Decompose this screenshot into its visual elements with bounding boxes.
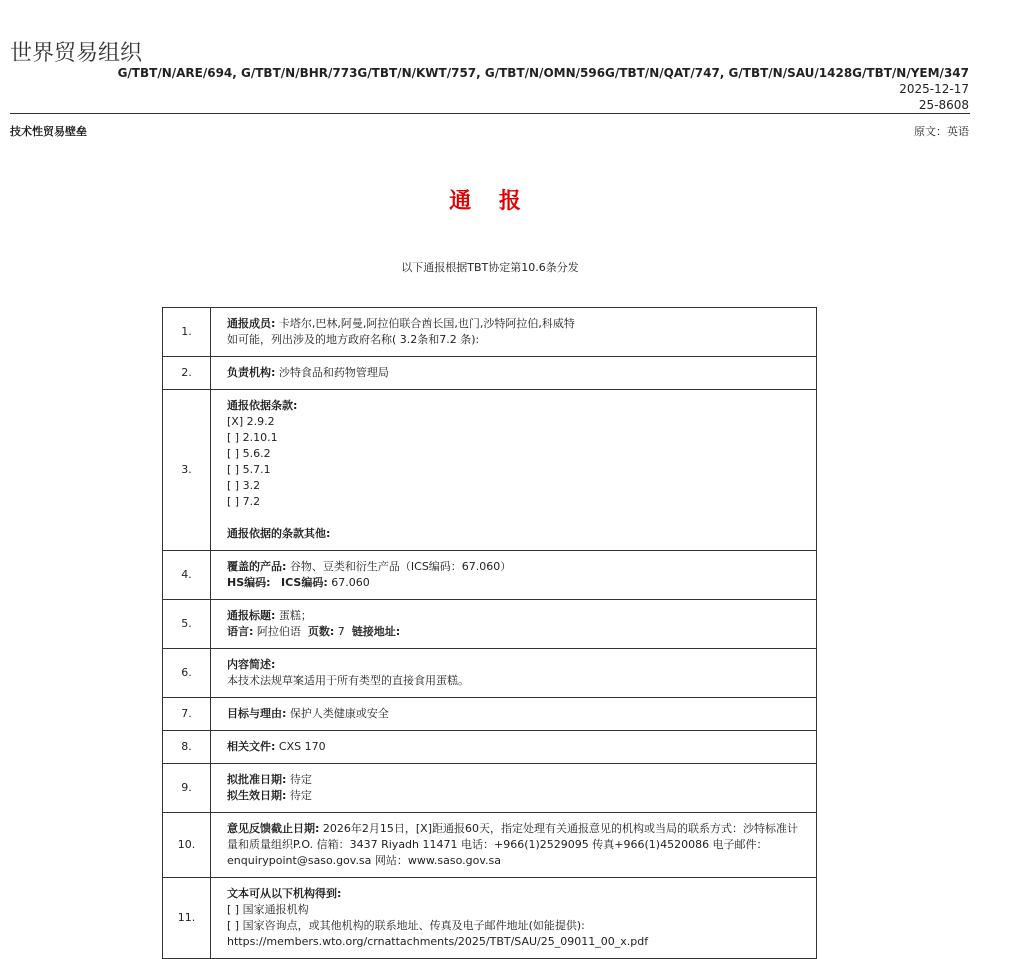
table-row [163, 357, 817, 390]
checkbox-item: [ ] 国家咨询点，或其他机构的联系地址、传真及电子邮件地址(如能提供): [227, 919, 585, 932]
field-label: 拟批准日期: [227, 773, 287, 786]
row-content [211, 698, 817, 731]
checkbox-item: [ ] 5.6.2 [227, 447, 271, 460]
field-value: 卡塔尔,巴林,阿曼,阿拉伯联合酋长国,也门,沙特阿拉伯,科威特 [275, 317, 575, 330]
table-row [163, 308, 817, 357]
row-content [211, 308, 817, 357]
checkbox-item: [ ] 3.2 [227, 479, 261, 492]
original-language: 原文：英语 [914, 125, 969, 138]
table-row [163, 813, 817, 878]
row-content [211, 649, 817, 698]
ics-label: ICS编码: [281, 576, 328, 589]
pages-value: 7 [334, 625, 345, 638]
field-label: 通报依据条款: [227, 399, 298, 412]
field-value: 待定 [286, 773, 312, 786]
field-value: 保护人类健康或安全 [286, 707, 389, 720]
row-number: 6. [163, 649, 211, 698]
field-value: 沙特食品和药物管理局 [275, 366, 389, 379]
checkbox-item: [ ] 2.10.1 [227, 431, 278, 444]
field-value: 2026年2月15日，[X]距通报60天，指定处理有关通报意见的机构或当局的联系方式：沙特标准计量和质量组织P.O. 信箱：3437 Riyadh 11471 电话：+966(1)2529095 传真+966(1)4520086 电子邮件：enquirypoint@saso.gov.sa 网站：www.saso.gov.sa [227, 822, 799, 867]
language-value: 阿拉伯语 [253, 625, 301, 638]
checkbox-item: [X] 2.9.2 [227, 415, 275, 428]
committee-name: 技术性贸易壁垒 [10, 125, 87, 138]
row-number: 2. [163, 357, 211, 390]
row-content [211, 731, 817, 764]
row-number: 7. [163, 698, 211, 731]
row-number: 11. [163, 878, 211, 959]
row-number: 8. [163, 731, 211, 764]
notification-table [162, 307, 817, 959]
field-note: 如可能，列出涉及的地方政府名称( 3.2条和7.2 条): [227, 333, 480, 346]
document-date: 2025-12-17 [899, 82, 969, 96]
document-symbol: G/TBT/N/ARE/694, G/TBT/N/BHR/773G/TBT/N/KWT/757, G/TBT/N/OMN/596G/TBT/N/QAT/747, G/TBT/N/SAU/1428G/TBT/N/YEM/347 [117, 66, 969, 80]
table-row [163, 878, 817, 959]
row-number: 10. [163, 813, 211, 878]
table-row [163, 390, 817, 551]
field-label: 内容简述: [227, 658, 276, 671]
field-value: 待定 [286, 789, 312, 802]
document-number: 25-8608 [918, 98, 969, 112]
field-label: 目标与理由: [227, 707, 287, 720]
field-label: 通报依据的条款其他: [227, 527, 331, 540]
table-row [163, 649, 817, 698]
page-subtitle: 以下通报根据TBT协定第10.6条分发 [401, 261, 579, 274]
row-number: 1. [163, 308, 211, 357]
row-number: 9. [163, 764, 211, 813]
language-label: 语言: [227, 625, 254, 638]
checkbox-item: [ ] 7.2 [227, 495, 261, 508]
row-content [211, 390, 817, 551]
table-row [163, 698, 817, 731]
field-value: 蛋糕； [275, 609, 312, 622]
organization-name: 世界贸易组织 [10, 41, 143, 66]
table-row [163, 551, 817, 600]
ics-value: 67.060 [327, 576, 370, 589]
header-divider [10, 113, 970, 114]
row-content [211, 357, 817, 390]
table-row [163, 731, 817, 764]
field-label: 通报标题: [227, 609, 276, 622]
row-content [211, 551, 817, 600]
field-label: 相关文件: [227, 740, 276, 753]
field-label: 通报成员: [227, 317, 276, 330]
table-row [163, 764, 817, 813]
field-label: 拟生效日期: [227, 789, 287, 802]
pages-label: 页数: [307, 625, 335, 638]
row-number: 4. [163, 551, 211, 600]
row-number: 3. [163, 390, 211, 551]
field-value: 谷物、豆类和衍生产品（ICS编码：67.060） [286, 560, 512, 573]
spacer [227, 510, 802, 526]
field-value: 本技术法规草案适用于所有类型的直接食用蛋糕。 [227, 674, 469, 687]
hs-label: HS编码: [227, 576, 271, 589]
row-number: 5. [163, 600, 211, 649]
field-value: CXS 170 [275, 740, 326, 753]
checkbox-item: [ ] 国家通报机构 [227, 903, 309, 916]
field-label: 覆盖的产品: [227, 560, 287, 573]
table-row [163, 600, 817, 649]
document-link[interactable]: https://members.wto.org/crnattachments/2025/TBT/SAU/25_09011_00_x.pdf [227, 935, 649, 948]
checkbox-item: [ ] 5.7.1 [227, 463, 271, 476]
field-label: 意见反馈截止日期: [227, 822, 320, 835]
field-label: 文本可从以下机构得到: [227, 887, 342, 900]
link-label: 链接地址: [351, 625, 401, 638]
row-content [211, 600, 817, 649]
row-content [211, 813, 817, 878]
page-title: 通 报 [449, 189, 531, 214]
row-content [211, 878, 817, 959]
field-label: 负责机构: [227, 366, 276, 379]
row-content [211, 764, 817, 813]
